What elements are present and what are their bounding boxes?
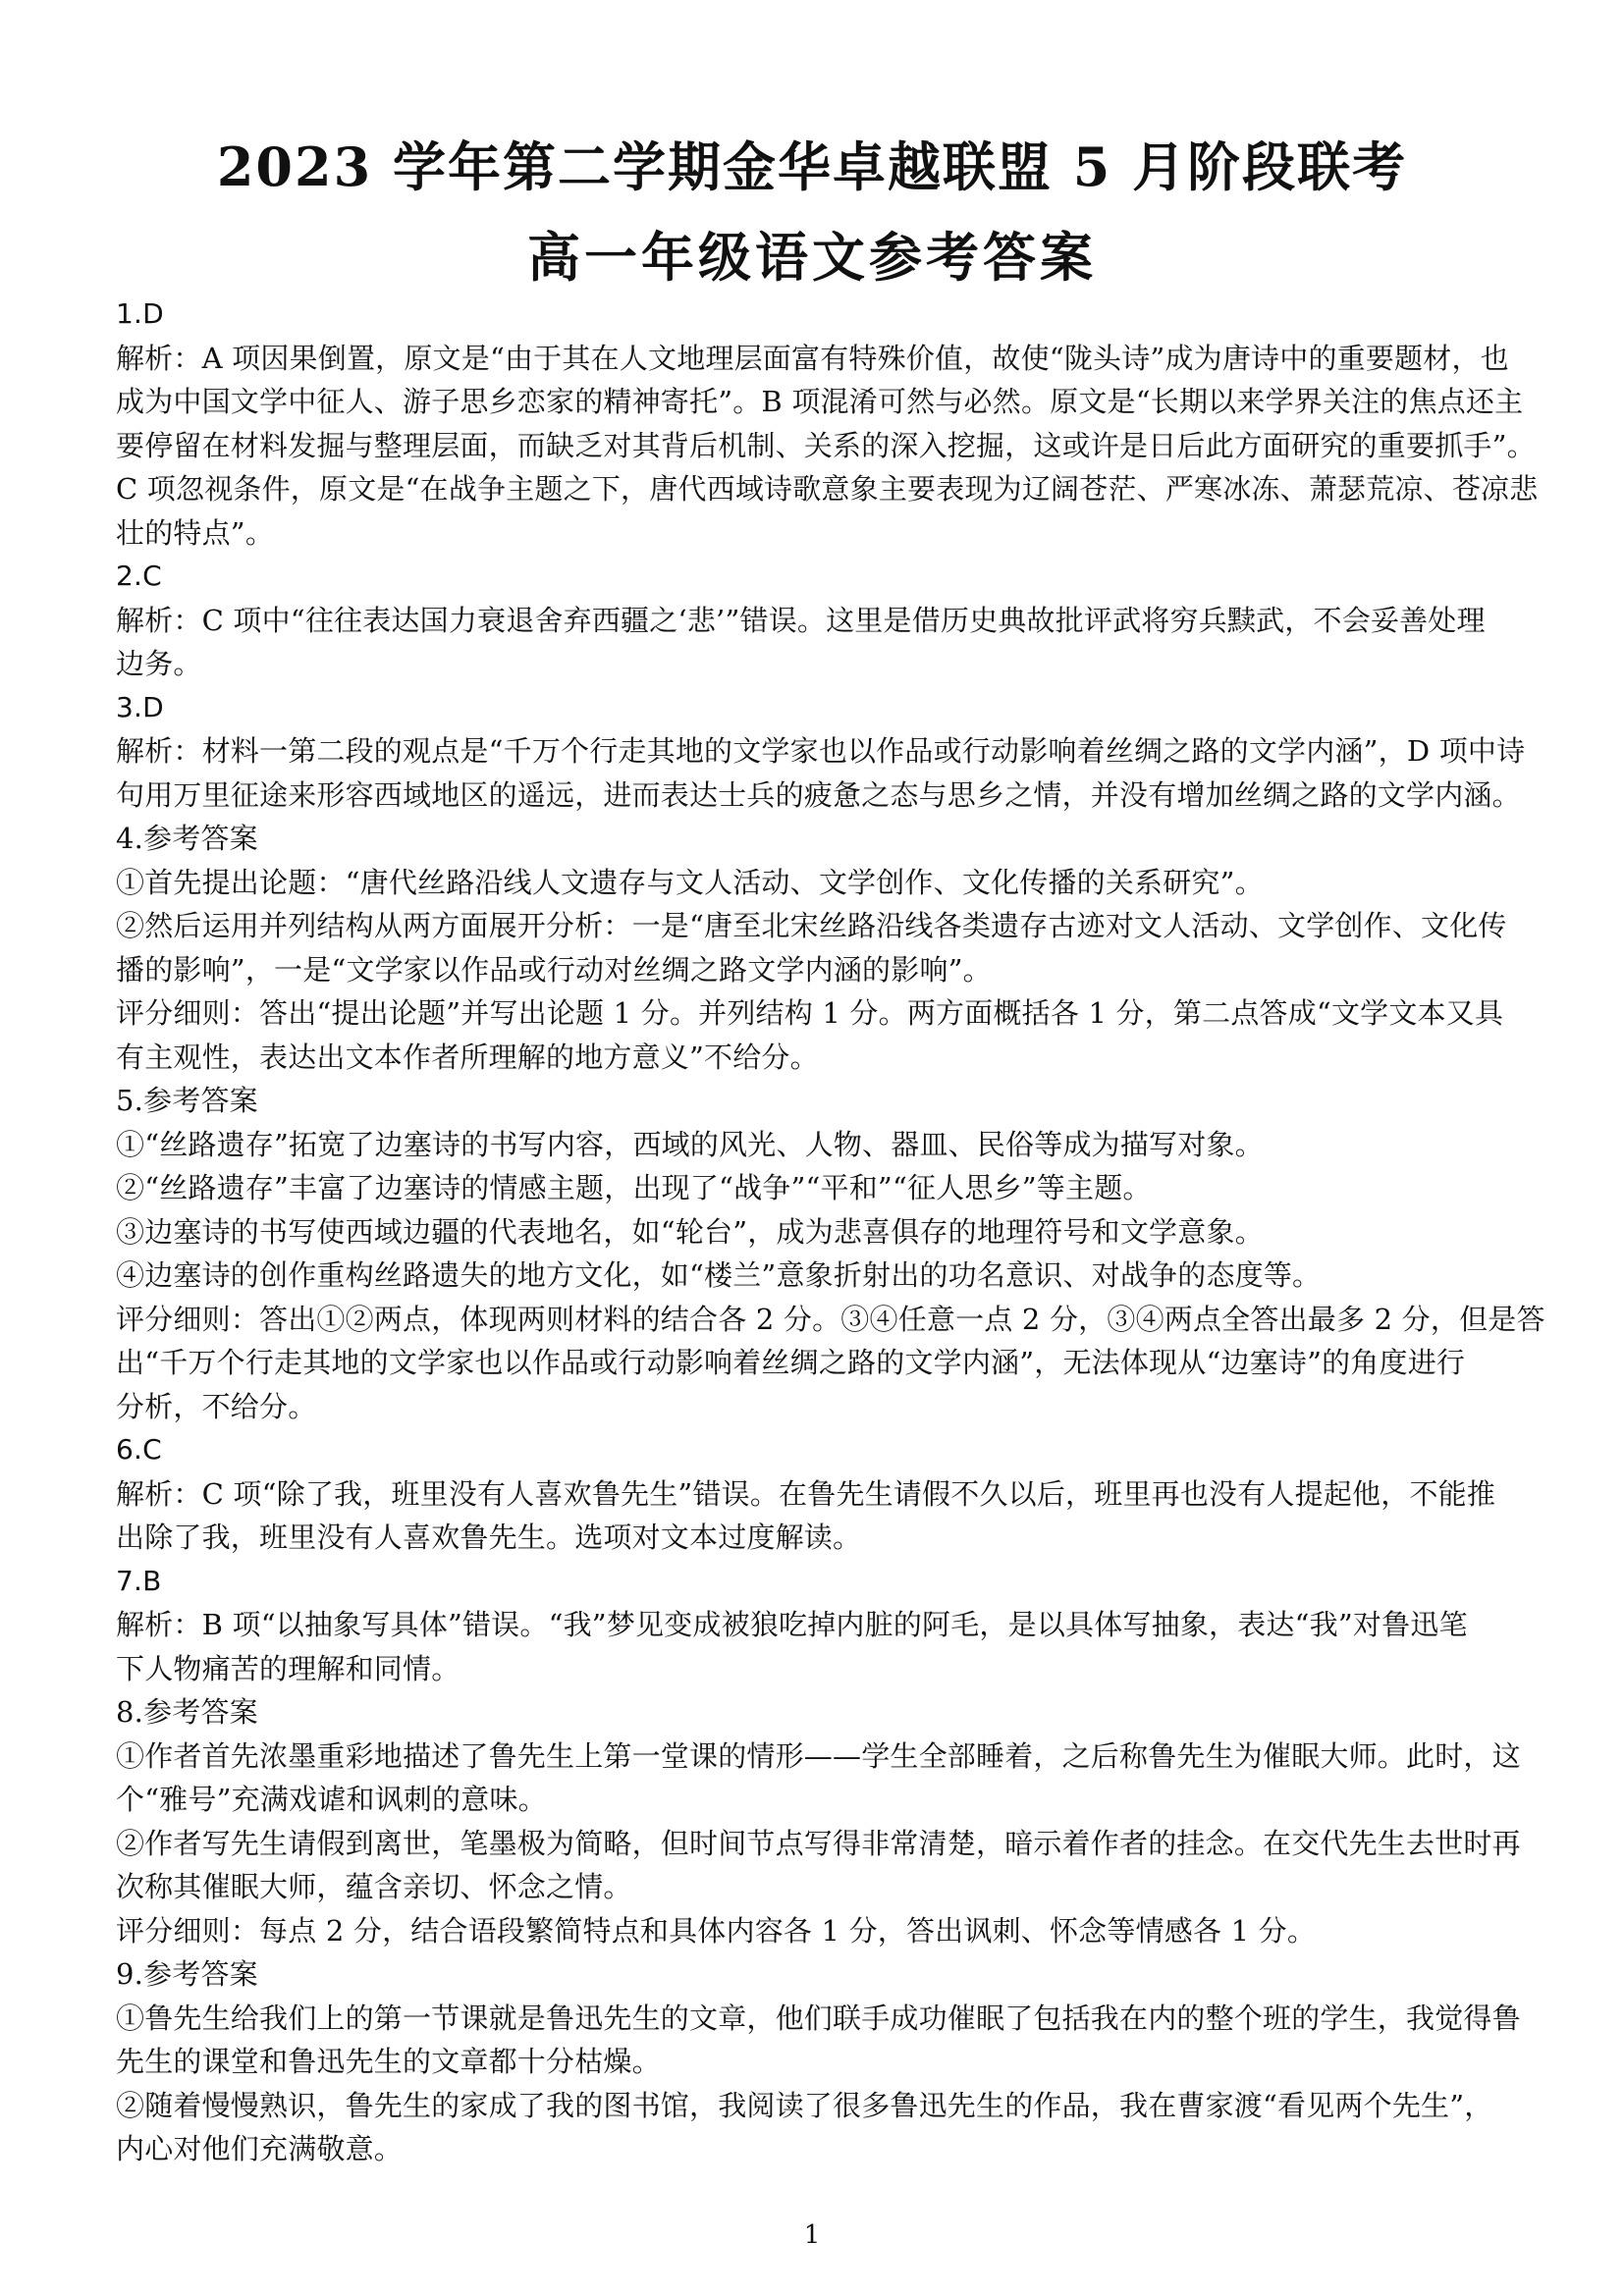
text-line: ①“丝路遗存”拓宽了边塞诗的书写内容，西域的风光、人物、器皿、民俗等成为描写对象。	[116, 1127, 1264, 1161]
text-line: 次称其催眠大师，蕴含亲切、怀念之情。	[116, 1870, 632, 1903]
text-line: ②然后运用并列结构从两方面展开分析：一是“唐至北宋丝路沿线各类遗存古迹对文人活动、文学创作、文化传	[116, 909, 1507, 942]
text-line: 解析：C 项“除了我，班里没有人喜欢鲁先生”错误。在鲁先生请假不久以后，班里再也没有人提起他，不能推	[116, 1476, 1496, 1511]
text-line: 3.D	[116, 690, 164, 723]
text-line: 成为中国文学中征人、游子思乡恋家的精神寄托”。B 项混淆可然与必然。原文是“长期以来学界关注的焦点还主	[116, 385, 1524, 418]
text-line: ①鲁先生给我们上的第一节课就是鲁迅先生的文章，他们联手成功催眠了包括我在内的整个班的学生，我觉得鲁	[116, 2001, 1521, 2035]
text-line: 内心对他们充满敬意。	[116, 2132, 404, 2165]
answer-body	[116, 293, 1545, 2171]
text-line: ③边塞诗的书写使西域边疆的代表地名，如“轮台”，成为悲喜俱存的地理符号和文学意象。	[116, 1214, 1264, 1249]
text-line: ②“丝路遗存”丰富了边塞诗的情感主题，出现了“战争”“平和”“征人思乡”等主题。	[116, 1171, 1152, 1204]
text-line: 2.C	[116, 560, 162, 592]
text-line: 边务。	[116, 647, 202, 680]
text-line: 7.B	[116, 1564, 162, 1597]
text-line: 分析，不给分。	[116, 1389, 317, 1423]
text-line: 出“千万个行走其地的文学家也以作品或行动影响着丝绸之路的文学内涵”，无法体现从“边塞诗”的角度进行	[116, 1346, 1466, 1379]
text-line: 下人物痛苦的理解和同情。	[116, 1651, 460, 1685]
text-line: 评分细则：答出“提出论题”并写出论题 1 分。并列结构 1 分。两方面概括各 1 分，第二点答成“文学文本又具	[116, 996, 1504, 1030]
text-line: ②作者写先生请假到离世，笔墨极为简略，但时间节点写得非常清楚，暗示着作者的挂念。在交代先生去世时再	[116, 1826, 1521, 1860]
text-line: ①首先提出论题：“唐代丝路沿线人文遗存与文人活动、文学创作、文化传播的关系研究”。	[116, 865, 1264, 899]
text-line: 解析：C 项中“往往表达国力衰退舍弃西疆之‘悲’”错误。这里是借历史典故批评武将穷兵黩武，不会妥善处理	[116, 603, 1486, 637]
text-line: 解析：材料一第二段的观点是“千万个行走其地的文学家也以作品或行动影响着丝绸之路的文学内涵”，D 项中诗	[116, 734, 1526, 768]
text-line: 6.C	[116, 1433, 162, 1466]
text-line: 评分细则：每点 2 分，结合语段繁简特点和具体内容各 1 分，答出讽刺、怀念等情感各 1 分。	[116, 1913, 1317, 1948]
page-number: 1	[803, 2220, 821, 2250]
text-line: 评分细则：答出①②两点，体现两则材料的结合各 2 分。③④任意一点 2 分，③④两点全答出最多 2 分，但是答	[116, 1302, 1545, 1336]
text-line: 播的影响”，一是“文学家以作品或行动对丝绸之路文学内涵的影响”。	[116, 952, 992, 987]
text-line: 有主观性，表达出文本作者所理解的地方意义”不给分。	[116, 1040, 819, 1074]
text-line: C 项忽视条件，原文是“在战争主题之下，唐代西域诗歌意象主要表现为辽阔苍茫、严寒冰冻、萧瑟荒凉、苍凉悲	[116, 472, 1539, 506]
text-line: ④边塞诗的创作重构丝路遗失的地方文化，如“楼兰”意象折射出的功名意识、对战争的态度等。	[116, 1258, 1322, 1292]
text-line: ①作者首先浓墨重彩地描述了鲁先生上第一堂课的情形——学生全部睡着，之后称鲁先生为催眠大师。此时，这	[116, 1738, 1521, 1773]
text-line: 解析：B 项“以抽象写具体”错误。“我”梦见变成被狼吃掉内脏的阿毛，是以具体写抽象，表达“我”对鲁迅笔	[116, 1608, 1468, 1641]
text-line: 9.参考答案	[116, 1957, 258, 1991]
text-line: 5.参考答案	[116, 1084, 258, 1117]
document-subtitle: 高一年级语文参考答案	[527, 226, 1097, 289]
text-line: 壮的特点”。	[116, 515, 275, 550]
text-line: 解析：A 项因果倒置，原文是“由于其在人文地理层面富有特殊价值，故使“陇头诗”成为唐诗中的重要题材，也	[116, 341, 1509, 375]
text-line: 个“雅号”充满戏谑和讽刺的意味。	[116, 1783, 547, 1816]
text-line: 句用万里征途来形容西域地区的遥远，进而表达士兵的疲惫之态与思乡之情，并没有增加丝绸之路的文学内涵。	[116, 777, 1521, 812]
text-line: 出除了我，班里没有人喜欢鲁先生。选项对文本过度解读。	[116, 1521, 862, 1554]
text-line: 4.参考答案	[116, 822, 258, 855]
text-line: 先生的课堂和鲁迅先生的文章都十分枯燥。	[116, 2045, 661, 2078]
text-line: 8.参考答案	[116, 1695, 258, 1729]
text-line: 1.D	[116, 297, 164, 330]
document-title: 2023 学年第二学期金华卓越联盟 5 月阶段联考	[216, 135, 1408, 198]
text-line: 要停留在材料发掘与整理层面，而缺乏对其背后机制、关系的深入挖掘，这或许是日后此方面研究的重要抓手”。	[116, 428, 1536, 462]
text-line: ②随着慢慢熟识，鲁先生的家成了我的图书馆，我阅读了很多鲁迅先生的作品，我在曹家渡“看见两个先生”，	[116, 2088, 1493, 2122]
